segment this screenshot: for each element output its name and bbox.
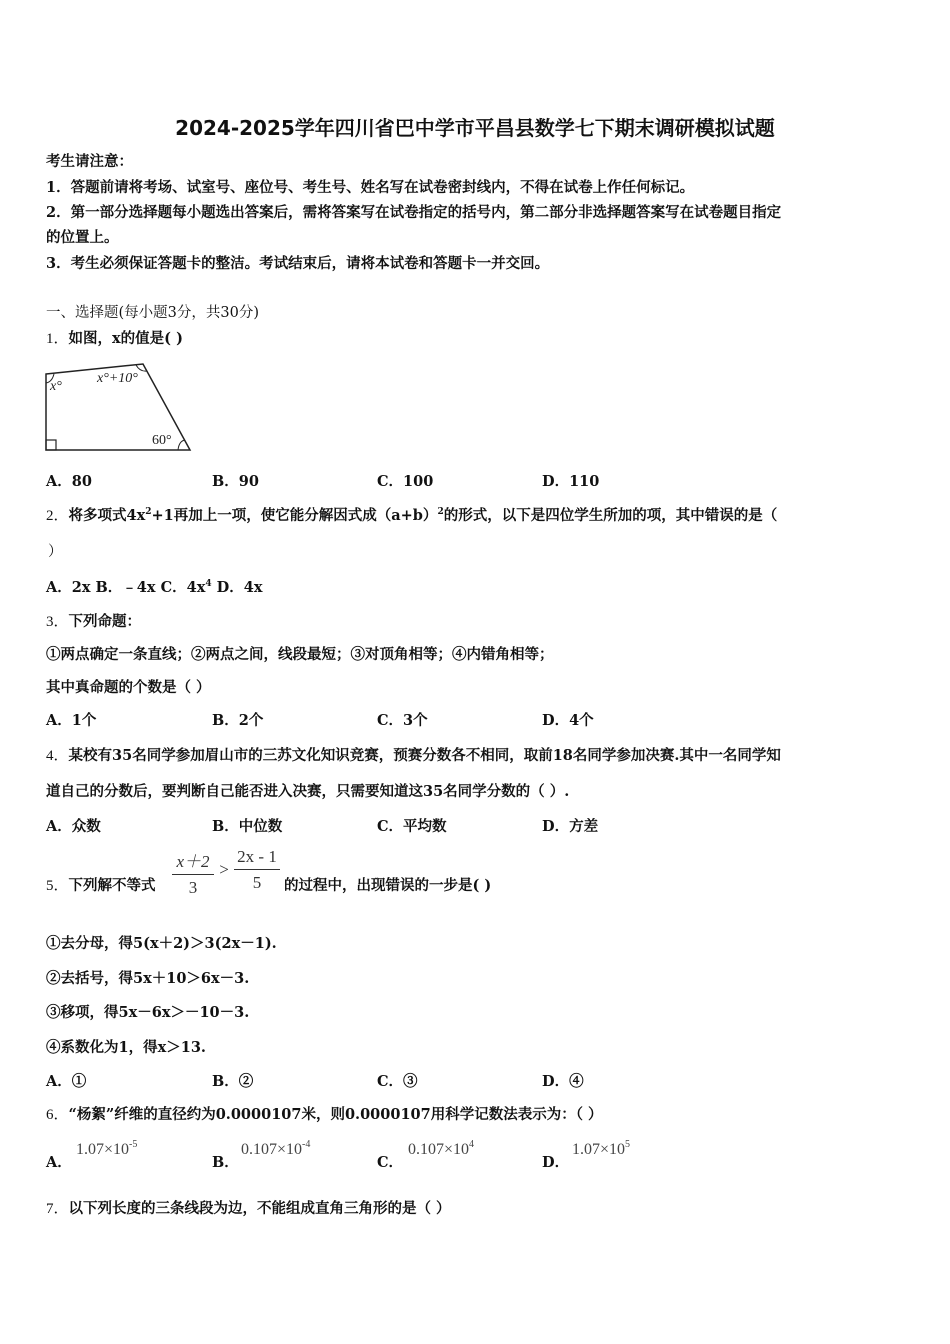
q1-option-b[interactable]: B．90 — [212, 473, 259, 490]
question-1 — [46, 327, 183, 348]
quadrilateral-figure — [40, 358, 200, 458]
notice-item-2-cont: 的位置上。 — [46, 229, 119, 246]
question-5 — [46, 874, 156, 895]
q3-option-c[interactable]: C．3个 — [377, 712, 428, 729]
q1-option-c[interactable]: C．100 — [377, 473, 434, 490]
q4-option-a[interactable]: A．众数 — [46, 818, 101, 835]
sci-exponent: 4 — [469, 1139, 475, 1150]
question-text-a: 下列解不等式 — [68, 877, 156, 894]
q6-option-a[interactable]: A． — [46, 1154, 72, 1171]
figure-label-top: x°+10° — [97, 371, 138, 386]
notice-item-3: 3．考生必须保证答题卡的整洁。考试结束后，请将本试卷和答题卡一并交回。 — [46, 255, 550, 272]
notice-item-1: 1．答题前请将考场、试室号、座位号、考生号、姓名写在试卷密封线内，不得在试卷上作任何标记。 — [46, 179, 695, 196]
q5-option-c[interactable]: C．③ — [377, 1073, 418, 1090]
fraction-bar — [172, 874, 214, 875]
q4-option-c[interactable]: C．平均数 — [377, 818, 447, 835]
question-number: 3． — [46, 614, 69, 630]
sci-exponent: 5 — [625, 1139, 631, 1150]
question-text-c: 的形式，以下是四位学生所加的项，其中错误的是（ — [443, 507, 778, 524]
q5-option-a[interactable]: A．① — [46, 1073, 87, 1090]
sci-base: 0.107×10 — [408, 1141, 470, 1158]
section-heading: 一、选择题(每小题3分，共30分) — [46, 305, 259, 321]
q2-options-b[interactable]: D．4x — [211, 579, 263, 596]
question-number: 5． — [46, 878, 69, 894]
q2-options-a[interactable]: A．2x B．﹣4x C．4x — [46, 579, 206, 596]
fraction-left — [172, 847, 214, 898]
question-text: 如图，x的值是( ) — [68, 330, 183, 347]
question-text: 以下列长度的三条线段为边，不能组成直角三角形的是（ ） — [68, 1200, 451, 1217]
q5-step-3: ③移项，得5x－6x＞－10－3. — [46, 1004, 250, 1021]
q6-option-a-value — [76, 1139, 137, 1159]
q5-option-b[interactable]: B．② — [212, 1073, 254, 1090]
question-number: 1． — [46, 331, 69, 347]
fraction-denominator: 3 — [188, 878, 198, 897]
question-4-cont: 道自己的分数后，要判断自己能否进入决赛，只需要知道这35名同学分数的（ ）. — [46, 783, 570, 800]
sci-base: 1.07×10 — [572, 1141, 626, 1158]
q4-option-b[interactable]: B．中位数 — [212, 818, 283, 835]
question-5-tail: 的过程中，出现错误的一步是( ) — [284, 877, 492, 894]
q5-step-1: ①去分母，得5(x＋2)＞3(2x－1). — [46, 935, 277, 952]
q2-options[interactable] — [46, 576, 262, 597]
question-text: 某校有35名同学参加眉山市的三苏文化知识竞赛，预赛分数各不相同，取前18名同学参加决赛.其中一名同学知 — [68, 747, 781, 764]
q3-question: 其中真命题的个数是（ ） — [46, 679, 211, 696]
question-7 — [46, 1197, 451, 1218]
figure-label-bottom: 60° — [152, 433, 172, 448]
q3-option-d[interactable]: D．4个 — [542, 712, 594, 729]
fraction-bar — [234, 869, 280, 870]
question-4 — [46, 744, 781, 765]
q5-step-2: ②去括号，得5x＋10＞6x－3. — [46, 970, 250, 987]
superscript: 2 — [437, 507, 444, 517]
q4-option-d[interactable]: D．方差 — [542, 818, 599, 835]
question-3 — [46, 610, 141, 631]
question-2-cont: ） — [48, 544, 63, 560]
question-text-a: 将多项式4x — [68, 507, 146, 524]
question-number: 7． — [46, 1201, 69, 1217]
q6-option-c[interactable]: C． — [377, 1154, 404, 1171]
q6-option-d[interactable]: D． — [542, 1154, 570, 1171]
fraction-numerator: x＋2 — [176, 852, 210, 871]
q6-option-b-value — [241, 1139, 310, 1159]
question-2 — [46, 504, 777, 525]
q3-option-b[interactable]: B．2个 — [212, 712, 264, 729]
question-number: 6． — [46, 1107, 69, 1123]
sci-exponent: -4 — [302, 1139, 311, 1150]
question-text: “杨絮”纤维的直径约为0.0000107米，则0.0000107用科学记数法表示为：（ ） — [68, 1106, 603, 1123]
sci-base: 1.07×10 — [76, 1141, 130, 1158]
question-number: 4． — [46, 748, 69, 764]
q6-option-d-value — [572, 1139, 630, 1159]
question-6 — [46, 1103, 603, 1124]
sci-base: 0.107×10 — [241, 1141, 303, 1158]
superscript: 4 — [205, 579, 212, 589]
question-text: 下列命题： — [68, 613, 142, 630]
q1-option-a[interactable]: A．80 — [46, 473, 92, 490]
fraction-right — [234, 847, 280, 893]
question-text-b: +1再加上一项，使它能分解因式成（a+b） — [151, 507, 438, 524]
q5-option-d[interactable]: D．④ — [542, 1073, 584, 1090]
q5-step-4: ④系数化为1，得x＞13. — [46, 1039, 206, 1056]
question-number: 2． — [46, 508, 69, 524]
fraction-denominator: 5 — [252, 873, 262, 892]
sci-exponent: -5 — [129, 1139, 138, 1150]
exam-title: 2024-2025学年四川省巴中学市平昌县数学七下期末调研模拟试题 — [175, 116, 775, 140]
superscript: 2 — [145, 507, 152, 517]
q1-option-d[interactable]: D．110 — [542, 473, 600, 490]
q3-option-a[interactable]: A．1个 — [46, 712, 97, 729]
q3-statements: ①两点确定一条直线；②两点之间，线段最短；③对顶角相等；④内错角相等； — [46, 646, 554, 663]
greater-than-sign: > — [219, 860, 229, 879]
q6-option-c-value — [408, 1139, 474, 1159]
figure-label-x: x° — [50, 379, 62, 394]
fraction-numerator: 2x - 1 — [237, 847, 277, 866]
notice-item-2: 2．第一部分选择题每小题选出答案后，需将答案写在试卷指定的括号内，第二部分非选择题答案写在试卷题目指定 — [46, 204, 782, 221]
notice-heading: 考生请注意： — [46, 153, 133, 170]
q6-option-b[interactable]: B． — [212, 1154, 239, 1171]
